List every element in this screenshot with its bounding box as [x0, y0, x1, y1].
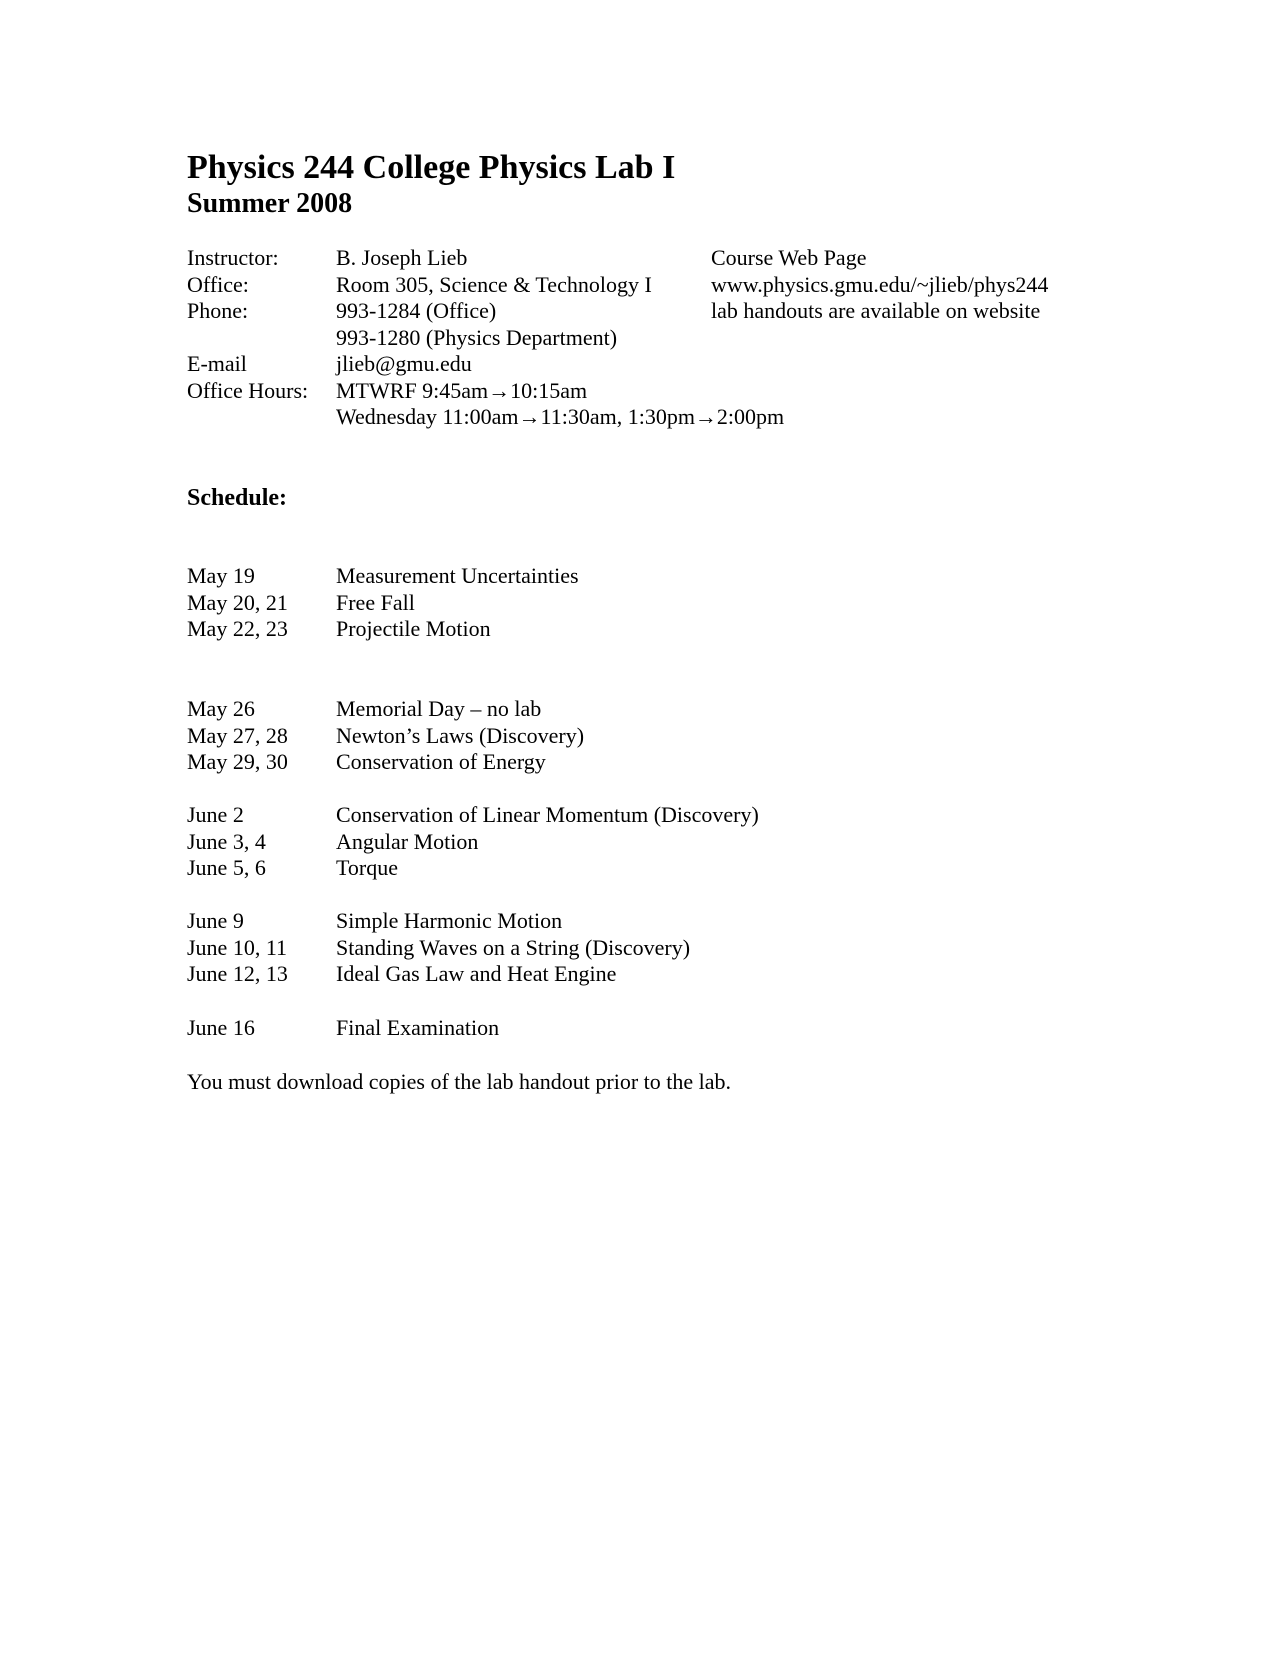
web-page-note: lab handouts are available on website — [711, 298, 1041, 323]
schedule-date: May 19 — [187, 563, 255, 588]
web-page-url: www.physics.gmu.edu/~jlieb/phys244 — [711, 271, 1049, 297]
schedule-date: June 9 — [187, 908, 244, 933]
info-row-hours — [187, 378, 1107, 405]
schedule-row — [187, 961, 887, 988]
schedule-topic: Simple Harmonic Motion — [336, 908, 563, 933]
schedule-row — [187, 855, 887, 882]
schedule-topic: Standing Waves on a String (Discovery) — [336, 934, 691, 960]
instructor-label: Instructor: — [187, 245, 279, 270]
office-hours-label: Office Hours: — [187, 377, 309, 403]
instructor-name: B. Joseph Lieb — [336, 245, 468, 270]
schedule-group-week1 — [187, 563, 887, 643]
schedule-topic: Conservation of Linear Momentum (Discovery) — [336, 802, 759, 827]
schedule-date: May 26 — [187, 696, 255, 721]
email-label: E-mail — [187, 351, 247, 376]
schedule-row — [187, 723, 887, 750]
office-hours-wednesday: Wednesday 11:00am→11:30am, 1:30pm→2:00pm — [336, 404, 785, 429]
schedule-row — [187, 616, 887, 643]
schedule-row — [187, 563, 887, 590]
info-row-office — [187, 272, 1107, 299]
phone-label: Phone: — [187, 298, 249, 323]
schedule-topic: Ideal Gas Law and Heat Engine — [336, 961, 617, 986]
term-subtitle: Summer 2008 — [187, 188, 353, 219]
schedule-row — [187, 749, 887, 776]
schedule-date: May 20, 21 — [187, 589, 288, 615]
schedule-row — [187, 802, 887, 829]
schedule-row — [187, 908, 887, 935]
schedule-date: June 2 — [187, 802, 244, 827]
schedule-date: June 10, 11 — [187, 934, 288, 960]
schedule-date: June 5, 6 — [187, 855, 266, 880]
info-row-hours-wednesday — [187, 404, 1107, 431]
page-title: Physics 244 College Physics Lab I — [187, 149, 676, 186]
schedule-heading: Schedule: — [187, 485, 288, 511]
office-location: Room 305, Science & Technology I — [336, 271, 652, 297]
download-note: You must download copies of the lab handout prior to the lab. — [187, 1069, 732, 1094]
schedule-group-week3 — [187, 802, 887, 882]
schedule-group-week5 — [187, 1015, 887, 1042]
web-page-heading: Course Web Page — [711, 245, 867, 270]
schedule-topic: Conservation of Energy — [336, 749, 546, 774]
schedule-topic: Measurement Uncertainties — [336, 563, 579, 588]
schedule-topic: Newton’s Laws (Discovery) — [336, 722, 585, 748]
schedule-topic: Final Examination — [336, 1015, 500, 1040]
info-row-phone — [187, 298, 1107, 325]
info-row-phone-dept — [187, 325, 1107, 352]
schedule-date: May 22, 23 — [187, 616, 288, 641]
schedule-topic: Projectile Motion — [336, 616, 491, 641]
schedule-topic: Torque — [336, 855, 398, 880]
info-row-instructor — [187, 245, 1107, 272]
phone-department: 993-1280 (Physics Department) — [336, 324, 618, 350]
schedule-date: June 12, 13 — [187, 961, 288, 986]
schedule-row — [187, 829, 887, 856]
schedule-topic: Memorial Day – no lab — [336, 696, 542, 721]
schedule-row — [187, 696, 887, 723]
schedule-group-week4 — [187, 908, 887, 988]
schedule-date: May 27, 28 — [187, 722, 288, 748]
schedule-date: June 16 — [187, 1015, 255, 1040]
schedule-topic: Free Fall — [336, 589, 415, 615]
office-label: Office: — [187, 271, 249, 297]
office-hours-weekdays: MTWRF 9:45am→10:15am — [336, 377, 588, 403]
info-row-email — [187, 351, 1107, 378]
schedule-row — [187, 1015, 887, 1042]
schedule-date: May 29, 30 — [187, 749, 288, 774]
schedule-row — [187, 935, 887, 962]
course-info — [187, 245, 1107, 431]
schedule-group-week2 — [187, 696, 887, 776]
email-address: jlieb@gmu.edu — [336, 351, 472, 376]
schedule-topic: Angular Motion — [336, 828, 479, 854]
phone-office: 993-1284 (Office) — [336, 298, 497, 323]
schedule-date: June 3, 4 — [187, 828, 266, 854]
schedule-row — [187, 590, 887, 617]
